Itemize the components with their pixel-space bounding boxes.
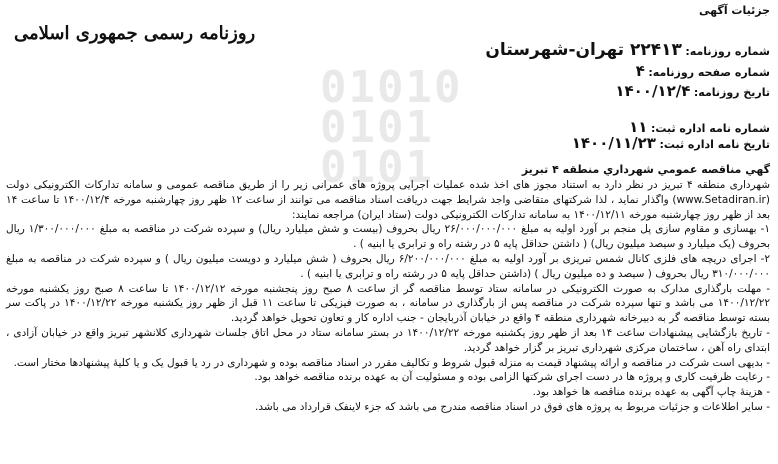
ad-paragraph-deadline: - مهلت بارگذاری مدارک به صورت الکترونیکی در سامانه ستاد توسط مناقصه گر از ساعت ۸ صبح روز پنجشنبه مورخه ۱۴۰۰/۱۲/۱۲ تا ساعت ۸ صبح روز یکشنبه مورخه ۱۴۰۰/۱۲/۲۲ می باشد و تنها سپرده شرکت در مناقصه پس از بارگذاری در سامانه ، به صورت فیزیکی تا ساعت ۱۱ قبل از ظهر روز یکشنبه مورخه ۱۴۰۰/۱۲/۲۲ در پاکت سر بسته توسط مناقصه گر به دبیرخانه شهرداری منطقه ۴ واقع در خیابان آذربایجان - جنب اداره کار و تعاون تحویل خواهد گردید. (6, 282, 771, 325)
page-number-label: شماره صفحه روزنامه: (648, 66, 770, 79)
newspaper-title: روزنامه رسمی جمهوری اسلامی (14, 23, 256, 44)
ad-paragraph-terms: - بدیهی است شرکت در مناقصه و ارائه پیشنهاد قیمت به منزله قبول شروط و تکالیف مقرر در اسناد مناقصه بوده و شهرداری در رد یا قبول یک و یا کلیهٔ پیشنهادها مختار است. (13, 356, 770, 369)
page-number-row (636, 62, 770, 80)
ad-paragraph-other-info: - سایر اطلاعات و جزئیات مربوط به پروژه های فوق در اسناد مناقصه مندرج می باشد که جزء لاینفک قرارداد می باشد. (254, 400, 770, 413)
ad-paragraph-project-1: ۱- بهسازی و مقاوم سازی پل منجم بر آورد اولیه به مبلغ ۲۶/۰۰۰/۰۰۰/۰۰۰ ریال بحروف (بیست و شش میلیارد ریال) و سپرده شرکت در مناقصه به مبلغ ۱/۳۰۰/۰۰۰/۰۰۰ ریال بحروف (یک میلیارد و سیصد میلیون ریال) ( داشتن حداقل پایه ۵ در رشته راه و ترابری یا ابنیه ) . (6, 223, 770, 251)
ad-title: گهي مناقصه عمومي شهرداري منطقه ۴ تبريز (521, 163, 770, 176)
registry-letter-date-value: ۱۴۰۰/۱۱/۲۳ (571, 134, 656, 152)
registry-letter-date-label: تاریخ نامه اداره ثبت: (659, 138, 770, 151)
issue-number-value: ۲۲۴۱۳ تهران-شهرستان (485, 40, 682, 60)
registry-letter-date-row (572, 134, 770, 152)
newspaper-date-label: تاریخ روزنامه: (693, 86, 770, 99)
ad-body (6, 178, 770, 415)
newspaper-date-row (615, 82, 770, 100)
ad-paragraph-project-2: ۲- اجرای دریچه های فلزی کانال شمس تبریزی بر آورد اولیه به مبلغ ۶/۲۰۰/۰۰۰/۰۰۰ ریال بحروف ( شش میلیارد و دویست میلیون ریال ) و سپرده شرکت در مناقصه به مبلغ ۳۱۰/۰۰۰/۰۰۰ ریال بحروف ( سیصد و ده میلیون ریال ) (داشتن حداقل پایه ۵ در رشته راه و ترابری یا ابنیه ) . (6, 252, 771, 280)
newspaper-date-value: ۱۴۰۰/۱۲/۴ (615, 82, 691, 100)
registry-letter-number-label: شماره نامه اداره ثبت: (650, 122, 770, 135)
registry-letter-number-value: ۱۱ (629, 118, 648, 136)
issue-number-row (485, 40, 770, 60)
detail-heading: جزئیات آگهی (699, 4, 770, 17)
watermark-binary-pattern (320, 62, 463, 193)
ad-paragraph-intro: شهرداری منطقه ۴ تبریز در نظر دارد به استناد مجوز های اخذ شده عملیات اجرایی پروژه های عمرانی زیر را از طریق مناقصه عمومی و سامانه تدارکات الکترونیکی دولت (www.Setadiran.ir) واگذار نماید ، لذا شرکتهای متقاضی واجد شرایط جهت دریافت اسناد مناقصه می توانند از ساعت ۱۲ ظهر روز چهارشنبه مورخه ۱۴۰۰/۱۲/۴ تا ساعت ۱۴ بعد از ظهر روز چهارشنبه مورخه ۱۴۰۰/۱۲/۱۱ به سامانه تدارکات الکترونیکی دولت (ستاد ایران) مراجعه نمایند: (6, 179, 770, 221)
watermark-text: 01010 0101 0101 (320, 62, 463, 193)
page-number-value: ۴ (635, 62, 645, 80)
ad-paragraph-print-cost: - هزینهٔ چاپ آگهی به عهده برنده مناقصه ها خواهد بود. (532, 386, 770, 399)
issue-number-label: شماره روزنامه: (685, 45, 770, 58)
ad-paragraph-opening: - تاریخ بازگشایی پیشنهادات ساعت ۱۴ بعد از ظهر روز یکشنبه مورخه ۱۴۰۰/۱۲/۲۲ در بستر سامانه ستاد در محل اتاق جلسات شهرداری کلانشهر تبریز واقع در خیابان آزادی ، ابتدای راه آهن ، ساختمان مرکزی شهرداری تبریز بر گزار خواهد گردید. (6, 326, 770, 354)
ad-paragraph-capacity: - رعایت ظرفیت کاری و پروژه ها در دست اجرای شرکتها الزامی بوده و مسئولیت آن به عهده برنده مناقصه خواهد بود. (254, 371, 770, 384)
